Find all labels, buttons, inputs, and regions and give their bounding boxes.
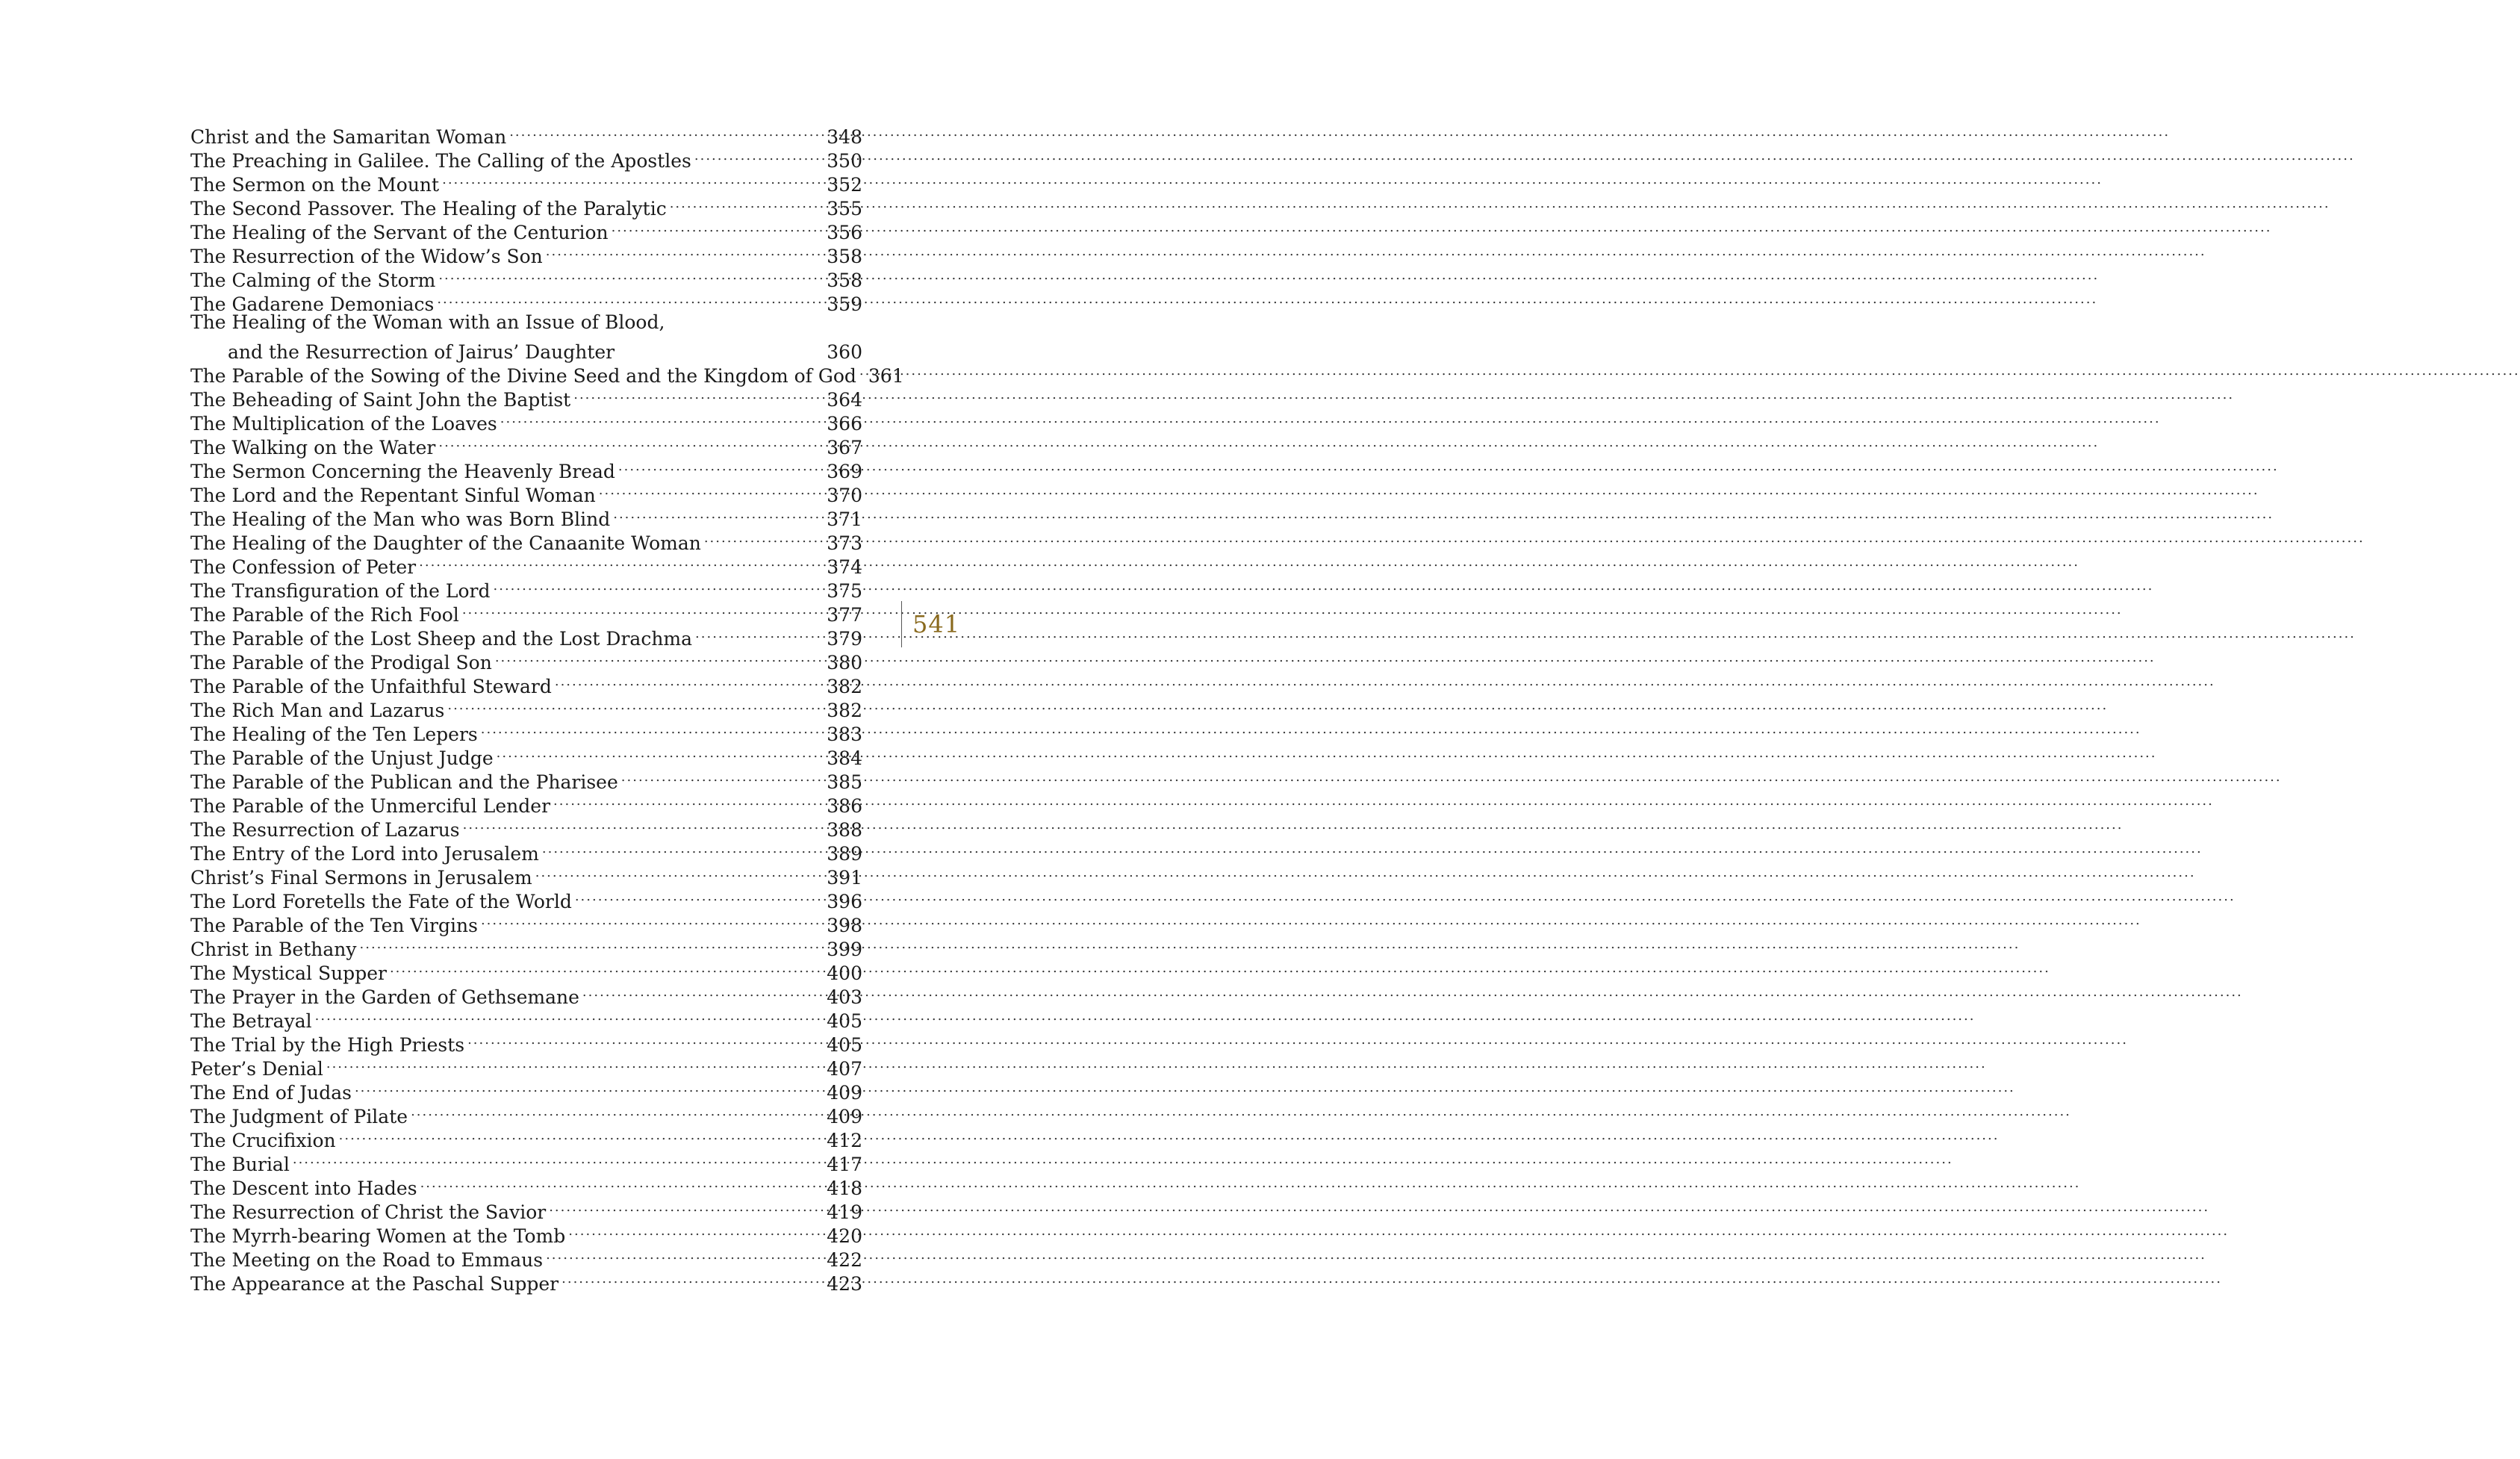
toc-entry <box>190 311 862 363</box>
toc-entry-page: 386 <box>827 795 862 817</box>
toc-entry-page: 405 <box>827 1010 862 1032</box>
toc-entry-title: The Healing of the Servant of the Centurion <box>190 222 609 243</box>
toc-entry-page: 382 <box>827 700 862 721</box>
dot-leader <box>339 1123 824 1147</box>
dot-leader <box>546 239 824 263</box>
dot-leader <box>438 263 824 287</box>
toc-entry-title: The Parable of the Unmerciful Lender <box>190 795 551 817</box>
toc-entry-page: 417 <box>827 1154 862 1175</box>
toc-entry-title: The Sermon on the Mount <box>190 174 440 196</box>
dot-leader <box>326 1051 824 1075</box>
dot-leader <box>481 908 824 932</box>
dot-leader <box>599 478 824 502</box>
toc-entry-page: 412 <box>827 1130 862 1151</box>
toc-entry-title: The Resurrection of Lazarus <box>190 819 460 841</box>
toc-entry-page: 374 <box>827 556 862 578</box>
dot-leader <box>411 1099 824 1123</box>
toc-entry-page: 400 <box>827 962 862 984</box>
toc-entry-title: The Parable of the Publican and the Pharisee <box>190 771 618 793</box>
toc-entry-title: The Walking on the Water <box>190 437 436 458</box>
toc-entry-page: 380 <box>827 652 862 673</box>
toc-entry-title: The Burial <box>190 1154 290 1175</box>
toc-entry-page: 373 <box>827 532 862 554</box>
toc-entry-title: Christ in Bethany <box>190 939 357 960</box>
toc-entry-page: 423 <box>827 1273 862 1295</box>
dot-leader <box>618 454 824 478</box>
toc-entry-page: 352 <box>827 174 862 196</box>
dot-leader <box>670 191 824 215</box>
toc-entry-title: The Resurrection of Christ the Savior <box>190 1201 547 1223</box>
toc-entry-page: 396 <box>827 891 862 912</box>
toc-entry-page: 403 <box>827 986 862 1008</box>
toc-entry-title: The Entry of the Lord into Jerusalem <box>190 843 539 865</box>
dot-leader <box>568 1219 824 1242</box>
toc-entry-title: The Lord Foretells the Fate of the World <box>190 891 572 912</box>
toc-entry-page: 360 <box>827 341 862 363</box>
dot-leader <box>315 1004 824 1027</box>
dot-leader <box>561 1266 824 1290</box>
toc-entry-title: The Myrrh-bearing Women at the Tomb <box>190 1225 566 1247</box>
folio-number: 541 <box>912 610 961 638</box>
dot-leader <box>575 884 824 908</box>
dot-leader <box>481 717 824 741</box>
toc-entry-page: 409 <box>827 1106 862 1127</box>
dot-leader <box>420 1171 824 1195</box>
toc-entry-title: The Crucifixion <box>190 1130 336 1151</box>
toc-entry-title: Peter’s Denial <box>190 1058 323 1080</box>
dot-leader <box>535 860 824 884</box>
dot-leader <box>467 1027 824 1051</box>
toc-entry-title: The Rich Man and Lazarus <box>190 700 445 721</box>
toc-entry-title: The Meeting on the Road to Emmaus <box>190 1249 544 1271</box>
toc-entry-page: 379 <box>827 628 862 650</box>
toc-entry-page: 348 <box>827 126 862 148</box>
toc-entry-title: The Healing of the Daughter of the Canaanite Woman <box>190 532 701 554</box>
toc-entry-title: The Parable of the Ten Virgins <box>190 915 478 936</box>
toc-entry-page: 407 <box>827 1058 862 1080</box>
dot-leader <box>546 1242 824 1266</box>
toc-entry-title: The Sermon Concerning the Heavenly Bread <box>190 461 615 482</box>
dot-leader <box>859 358 865 382</box>
toc-entry-page: 384 <box>827 747 862 769</box>
dot-leader <box>509 119 824 143</box>
toc-entry-title: The Lord and the Repentant Sinful Woman <box>190 485 596 506</box>
toc-entry-title: The Parable of the Rich Fool <box>190 604 459 626</box>
toc-entry-page: 422 <box>827 1249 862 1271</box>
table-of-contents <box>190 119 904 1295</box>
toc-entry-page: 420 <box>827 1225 862 1247</box>
toc-entry-page: 370 <box>827 485 862 506</box>
folio-page-number <box>901 601 960 647</box>
toc-entry <box>190 119 862 148</box>
toc-entry-title: The Descent into Hades <box>190 1178 417 1199</box>
dot-leader <box>438 430 824 454</box>
dot-leader <box>553 788 824 812</box>
toc-entry-page: 405 <box>827 1034 862 1056</box>
toc-entry-list <box>190 358 904 1295</box>
toc-entry-page: 389 <box>827 843 862 865</box>
toc-entry-title: The Second Passover. The Healing of the Paralytic <box>190 198 667 220</box>
toc-entry-page: 367 <box>827 437 862 458</box>
toc-entry-title: Christ’s Final Sermons in Jerusalem <box>190 867 532 889</box>
toc-entry-page: 385 <box>827 771 862 793</box>
toc-entry-page: 409 <box>827 1082 862 1104</box>
dot-leader <box>621 765 824 788</box>
toc-entry-page: 377 <box>827 604 862 626</box>
dot-leader <box>613 502 824 526</box>
toc-entry-page: 383 <box>827 724 862 745</box>
toc-entry-title: The Confession of Peter <box>190 556 417 578</box>
toc-entry-title: The Judgment of Pilate <box>190 1106 408 1127</box>
dot-leader <box>573 382 824 406</box>
toc-entry-title: Christ and the Samaritan Woman <box>190 126 507 148</box>
dot-leader <box>447 693 824 717</box>
dot-leader <box>549 1195 824 1219</box>
toc-entry-title: The Gadarene Demoniacs <box>190 293 435 315</box>
toc-entry-title: The Parable of the Sowing of the Divine Seed and the Kingdom of God <box>190 365 856 387</box>
dot-leader <box>419 550 824 573</box>
toc-entry-page: 364 <box>827 389 862 411</box>
toc-entry-title: The Healing of the Ten Lepers <box>190 724 478 745</box>
toc-entry-title: The End of Judas <box>190 1082 352 1104</box>
toc-entry-title: The Resurrection of the Widow’s Son <box>190 246 543 267</box>
toc-entry-page: 391 <box>827 867 862 889</box>
toc-entry-title: The Preaching in Galilee. The Calling of the Apostles <box>190 150 691 172</box>
toc-entry-page: 358 <box>827 246 862 267</box>
toc-entry-title: The Healing of the Man who was Born Blind <box>190 508 611 530</box>
dot-leader <box>704 526 824 550</box>
toc-entry-title-line1: The Healing of the Woman with an Issue of Blood, <box>190 311 665 333</box>
toc-entry-page: 371 <box>827 508 862 530</box>
dot-leader <box>495 645 824 669</box>
toc-entry-page: 375 <box>827 580 862 602</box>
dot-leader <box>463 812 824 836</box>
toc-entry-page: 399 <box>827 939 862 960</box>
toc-entry-title: The Multiplication of the Loaves <box>190 413 497 435</box>
toc-entry-page: 388 <box>827 819 862 841</box>
dot-leader <box>462 597 824 621</box>
dot-leader <box>437 287 824 311</box>
toc-entry-title: The Parable of the Lost Sheep and the Lost Drachma <box>190 628 693 650</box>
dot-leader <box>555 669 824 693</box>
toc-entry-page: 359 <box>827 293 862 315</box>
toc-entry-title: The Parable of the Unfaithful Steward <box>190 676 552 697</box>
dot-leader <box>500 406 824 430</box>
dot-leader <box>617 335 824 358</box>
dot-leader <box>360 932 824 956</box>
toc-entry-page: 366 <box>827 413 862 435</box>
dot-leader <box>582 980 824 1004</box>
toc-entry-page: 419 <box>827 1201 862 1223</box>
toc-entry-page: 356 <box>827 222 862 243</box>
dot-leader <box>612 215 824 239</box>
toc-entry-title: The Transfiguration of the Lord <box>190 580 491 602</box>
toc-entry-title-line2: and the Resurrection of Jairus’ Daughter <box>228 341 615 363</box>
toc-entry-title: The Calming of the Storm <box>190 270 436 291</box>
toc-entry-title: The Trial by the High Priests <box>190 1034 465 1056</box>
dot-leader <box>542 836 824 860</box>
toc-entry-page: 398 <box>827 915 862 936</box>
toc-entry-title: The Beheading of Saint John the Baptist <box>190 389 571 411</box>
toc-entry-page: 369 <box>827 461 862 482</box>
dot-leader <box>695 621 824 645</box>
toc-entry-page: 361 <box>868 365 904 387</box>
toc-entry-title: The Mystical Supper <box>190 962 387 984</box>
toc-entry-line2 <box>190 335 862 363</box>
toc-entry-page: 350 <box>827 150 862 172</box>
dot-leader <box>694 143 824 167</box>
toc-entry-page: 355 <box>827 198 862 220</box>
toc-entry-page: 418 <box>827 1178 862 1199</box>
toc-entry-title: The Appearance at the Paschal Supper <box>190 1273 559 1295</box>
dot-leader <box>390 956 824 980</box>
dot-leader <box>355 1075 824 1099</box>
dot-leader <box>494 573 824 597</box>
toc-entry-page: 358 <box>827 270 862 291</box>
toc-entry-title: The Betrayal <box>190 1010 312 1032</box>
toc-entry-title: The Prayer in the Garden of Gethsemane <box>190 986 579 1008</box>
dot-leader <box>293 1147 824 1171</box>
toc-entry-page: 382 <box>827 676 862 697</box>
toc-entry-title: The Parable of the Prodigal Son <box>190 652 492 673</box>
toc-entry-title: The Parable of the Unjust Judge <box>190 747 494 769</box>
dot-leader <box>442 167 824 191</box>
dot-leader <box>497 741 824 765</box>
